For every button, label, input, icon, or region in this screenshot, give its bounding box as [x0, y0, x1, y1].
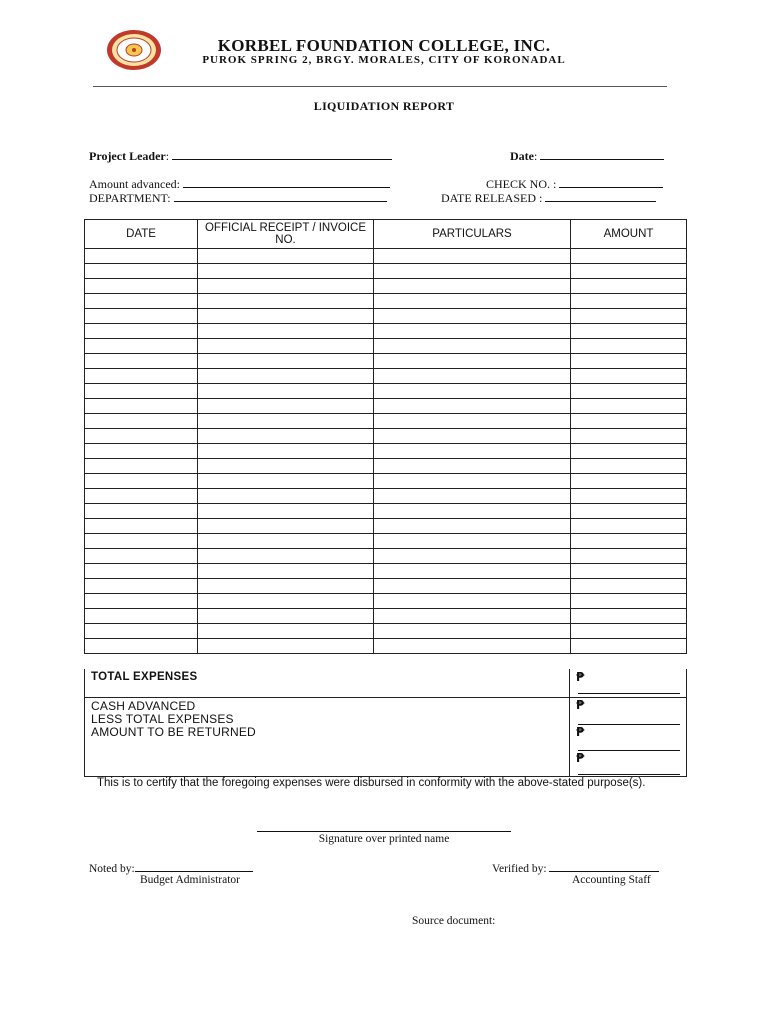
amount-cell[interactable] — [571, 249, 687, 264]
receipt-cell[interactable] — [198, 384, 374, 399]
table-row — [85, 324, 687, 339]
table-row — [85, 564, 687, 579]
amount-cell[interactable] — [571, 339, 687, 354]
table-row — [85, 534, 687, 549]
date-cell[interactable] — [85, 504, 198, 519]
amount-cell[interactable] — [571, 324, 687, 339]
verified-by-field[interactable] — [492, 860, 659, 875]
noted-by-field[interactable] — [89, 860, 253, 875]
cash-advanced-input[interactable] — [578, 711, 680, 725]
expense-table — [84, 219, 687, 654]
particulars-cell[interactable] — [374, 354, 571, 369]
department-field[interactable] — [89, 190, 387, 206]
table-row — [85, 624, 687, 639]
receipt-cell[interactable] — [198, 279, 374, 294]
particulars-cell[interactable] — [374, 429, 571, 444]
amount-advanced-line[interactable] — [183, 176, 390, 188]
amount-cell[interactable] — [571, 444, 687, 459]
amount-cell[interactable] — [571, 549, 687, 564]
particulars-cell[interactable] — [374, 459, 571, 474]
source-document-label: Source document: — [412, 915, 496, 927]
date-cell[interactable] — [85, 489, 198, 504]
receipt-cell[interactable] — [198, 624, 374, 639]
amount-cell[interactable] — [571, 369, 687, 384]
date-cell[interactable] — [85, 369, 198, 384]
project-leader-line[interactable] — [172, 148, 392, 160]
amount-advanced-label: Amount advanced: — [89, 177, 180, 191]
receipt-cell[interactable] — [198, 399, 374, 414]
receipt-cell[interactable] — [198, 294, 374, 309]
table-row — [85, 384, 687, 399]
report-title: LIQUIDATION REPORT — [313, 99, 455, 113]
total-expenses-input[interactable] — [578, 681, 680, 694]
receipt-cell[interactable] — [198, 639, 374, 654]
date-cell[interactable] — [85, 624, 198, 639]
date-cell[interactable] — [85, 279, 198, 294]
receipt-cell[interactable] — [198, 594, 374, 609]
amount-cell[interactable] — [571, 474, 687, 489]
particulars-cell[interactable] — [374, 309, 571, 324]
table-row — [85, 504, 687, 519]
receipt-cell[interactable] — [198, 534, 374, 549]
date-cell[interactable] — [85, 444, 198, 459]
receipt-cell[interactable] — [198, 339, 374, 354]
column-header-amount: AMOUNT — [571, 220, 687, 249]
particulars-cell[interactable] — [374, 534, 571, 549]
particulars-cell[interactable] — [374, 609, 571, 624]
check-no-label: CHECK NO. : — [486, 177, 557, 191]
amount-cell[interactable] — [571, 429, 687, 444]
total-currency-symbol: ₱ — [576, 670, 585, 684]
budget-administrator-label: Budget Administrator — [140, 874, 240, 886]
receipt-cell[interactable] — [198, 474, 374, 489]
noted-by-label: Noted by: — [89, 863, 135, 875]
table-row — [85, 414, 687, 429]
amount-cell[interactable] — [571, 279, 687, 294]
date-cell[interactable] — [85, 594, 198, 609]
receipt-cell[interactable] — [198, 264, 374, 279]
particulars-cell[interactable] — [374, 579, 571, 594]
amount-cell[interactable] — [571, 264, 687, 279]
date-cell[interactable] — [85, 249, 198, 264]
amount-cell[interactable] — [571, 309, 687, 324]
date-cell[interactable] — [85, 309, 198, 324]
table-row — [85, 474, 687, 489]
table-row — [85, 579, 687, 594]
amount-cell[interactable] — [571, 489, 687, 504]
amount-cell[interactable] — [571, 384, 687, 399]
receipt-cell[interactable] — [198, 504, 374, 519]
receipt-cell[interactable] — [198, 519, 374, 534]
particulars-cell[interactable] — [374, 324, 571, 339]
table-row — [85, 264, 687, 279]
particulars-cell[interactable] — [374, 339, 571, 354]
amount-cell[interactable] — [571, 414, 687, 429]
particulars-cell[interactable] — [374, 294, 571, 309]
particulars-cell[interactable] — [374, 264, 571, 279]
total-expenses-label: TOTAL EXPENSES — [91, 671, 198, 683]
date-cell[interactable] — [85, 549, 198, 564]
accounting-staff-label: Accounting Staff — [572, 874, 651, 886]
table-row — [85, 399, 687, 414]
date-cell[interactable] — [85, 384, 198, 399]
date-cell[interactable] — [85, 429, 198, 444]
verified-by-line[interactable] — [549, 860, 659, 872]
date-cell[interactable] — [85, 474, 198, 489]
date-cell[interactable] — [85, 579, 198, 594]
column-header-date: DATE — [85, 220, 198, 249]
table-row — [85, 279, 687, 294]
project-leader-label: Project Leader — [89, 149, 166, 163]
date-line[interactable] — [540, 148, 664, 160]
table-row — [85, 609, 687, 624]
check-no-line[interactable] — [559, 176, 663, 188]
particulars-cell[interactable] — [374, 564, 571, 579]
table-row — [85, 639, 687, 654]
amount-cell[interactable] — [571, 399, 687, 414]
date-cell[interactable] — [85, 519, 198, 534]
receipt-cell[interactable] — [198, 249, 374, 264]
table-row — [85, 369, 687, 384]
table-row — [85, 489, 687, 504]
particulars-cell[interactable] — [374, 249, 571, 264]
date-cell[interactable] — [85, 264, 198, 279]
noted-by-line[interactable] — [135, 860, 253, 872]
less-expenses-currency-symbol: ₱ — [576, 725, 585, 739]
receipt-cell[interactable] — [198, 489, 374, 504]
date-cell[interactable] — [85, 639, 198, 654]
particulars-cell[interactable] — [374, 399, 571, 414]
particulars-cell[interactable] — [374, 489, 571, 504]
table-row — [85, 339, 687, 354]
particulars-cell[interactable] — [374, 519, 571, 534]
receipt-cell[interactable] — [198, 549, 374, 564]
table-row — [85, 294, 687, 309]
amount-cell[interactable] — [571, 354, 687, 369]
particulars-cell[interactable] — [374, 444, 571, 459]
particulars-cell[interactable] — [374, 414, 571, 429]
receipt-cell[interactable] — [198, 369, 374, 384]
table-row — [85, 519, 687, 534]
less-expenses-input[interactable] — [578, 737, 680, 751]
date-label: Date — [510, 149, 534, 163]
particulars-cell[interactable] — [374, 504, 571, 519]
date-cell[interactable] — [85, 294, 198, 309]
date-cell[interactable] — [85, 459, 198, 474]
table-row — [85, 594, 687, 609]
table-row — [85, 354, 687, 369]
date-cell[interactable] — [85, 564, 198, 579]
date-cell[interactable] — [85, 324, 198, 339]
cash-advanced-currency-symbol: ₱ — [576, 698, 585, 712]
column-header-receipt: OFFICIAL RECEIPT / INVOICE NO. — [198, 220, 374, 249]
particulars-cell[interactable] — [374, 384, 571, 399]
amount-cell[interactable] — [571, 609, 687, 624]
amount-cell[interactable] — [571, 624, 687, 639]
cash-advanced-label: CASH ADVANCED — [91, 699, 196, 713]
receipt-cell[interactable] — [198, 459, 374, 474]
receipt-cell[interactable] — [198, 429, 374, 444]
header-divider — [93, 86, 667, 87]
returned-currency-symbol: ₱ — [576, 751, 585, 765]
amount-cell[interactable] — [571, 579, 687, 594]
table-row — [85, 249, 687, 264]
department-line[interactable] — [174, 190, 387, 202]
table-row — [85, 429, 687, 444]
amount-returned-input[interactable] — [578, 762, 680, 775]
table-row — [85, 444, 687, 459]
amount-cell[interactable] — [571, 564, 687, 579]
date-cell[interactable] — [85, 339, 198, 354]
summary-divider — [569, 697, 570, 777]
amount-cell[interactable] — [571, 519, 687, 534]
amount-cell[interactable] — [571, 504, 687, 519]
particulars-cell[interactable] — [374, 474, 571, 489]
date-released-line[interactable] — [545, 190, 656, 202]
department-label: DEPARTMENT: — [89, 191, 171, 205]
date-cell[interactable] — [85, 414, 198, 429]
date-cell[interactable] — [85, 354, 198, 369]
less-total-expenses-label: LESS TOTAL EXPENSES — [91, 712, 234, 726]
date-cell[interactable] — [85, 609, 198, 624]
date-cell[interactable] — [85, 534, 198, 549]
receipt-cell[interactable] — [198, 609, 374, 624]
amount-cell[interactable] — [571, 459, 687, 474]
certification-text: This is to certify that the foregoing expenses were disbursed in conformity with the above-stated purpose(s). — [97, 777, 646, 789]
verified-by-label: Verified by: — [492, 863, 547, 875]
date-released-field[interactable] — [441, 190, 656, 206]
particulars-cell[interactable] — [374, 624, 571, 639]
receipt-cell[interactable] — [198, 354, 374, 369]
total-divider — [569, 669, 570, 697]
project-leader-field[interactable]: Project Leader: — [89, 148, 392, 164]
particulars-cell[interactable] — [374, 279, 571, 294]
table-row — [85, 459, 687, 474]
institution-name: KORBEL FOUNDATION COLLEGE, INC. — [217, 36, 551, 55]
particulars-cell[interactable] — [374, 594, 571, 609]
receipt-cell[interactable] — [198, 579, 374, 594]
receipt-cell[interactable] — [198, 324, 374, 339]
signature-label: Signature over printed name — [318, 833, 450, 845]
receipt-cell[interactable] — [198, 309, 374, 324]
amount-cell[interactable] — [571, 639, 687, 654]
particulars-cell[interactable] — [374, 639, 571, 654]
amount-to-be-returned-label: AMOUNT TO BE RETURNED — [91, 725, 256, 739]
amount-cell[interactable] — [571, 534, 687, 549]
amount-cell[interactable] — [571, 594, 687, 609]
receipt-cell[interactable] — [198, 414, 374, 429]
date-field[interactable]: Date: — [510, 148, 664, 164]
date-released-label: DATE RELEASED : — [441, 191, 543, 205]
particulars-cell[interactable] — [374, 549, 571, 564]
date-cell[interactable] — [85, 399, 198, 414]
column-header-particulars: PARTICULARS — [374, 220, 571, 249]
table-row — [85, 549, 687, 564]
signature-line[interactable] — [257, 820, 511, 832]
receipt-cell[interactable] — [198, 444, 374, 459]
table-row — [85, 309, 687, 324]
receipt-cell[interactable] — [198, 564, 374, 579]
institution-address: PUROK SPRING 2, BRGY. MORALES, CITY OF KORONADAL — [202, 54, 566, 66]
amount-cell[interactable] — [571, 294, 687, 309]
particulars-cell[interactable] — [374, 369, 571, 384]
